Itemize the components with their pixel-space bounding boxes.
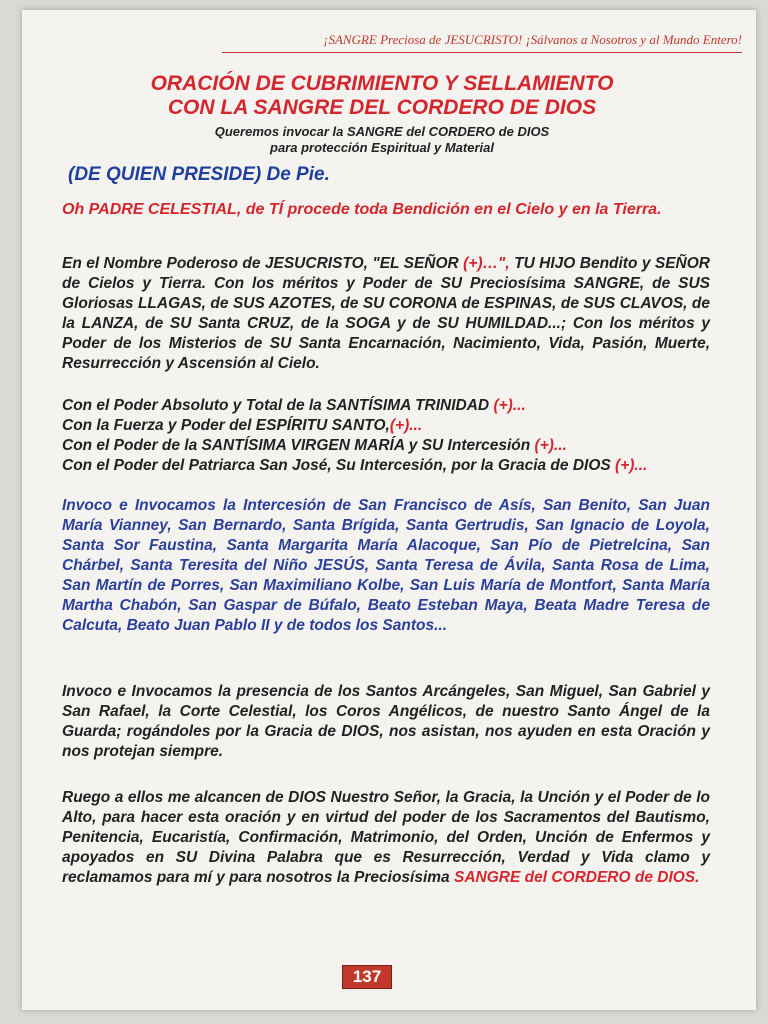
book-page xyxy=(22,10,756,1010)
presider-posture: De Pie. xyxy=(266,164,330,185)
name-text-start: En el Nombre Poderoso de JESUCRISTO, "EL SEÑOR xyxy=(62,255,459,272)
opening-invocation: Oh PADRE CELESTIAL, de TÍ procede toda Bendición en el Cielo y en la Tierra. xyxy=(62,201,662,218)
power-marker-3: (+)... xyxy=(534,437,567,454)
presider-instruction xyxy=(68,164,330,186)
power-line-3 xyxy=(62,436,710,456)
power-line-2 xyxy=(62,416,710,436)
running-header: ¡SANGRE Preciosa de JESUCRISTO! ¡Sálvanos a Nosotros y al Mundo Entero! xyxy=(222,32,742,53)
title-line-1: ORACIÓN DE CUBRIMIENTO Y SELLAMIENTO xyxy=(150,72,614,95)
name-paragraph xyxy=(62,254,710,374)
saints-intercession-paragraph: Invoco e Invocamos la Intercesión de San Francisco de Asís, San Benito, San Juan María Vianney, San Bernardo, Santa Brígida, Santa Gertrudis, San Ignacio de Loyola, Santa Sor Faustina, Santa Margarita María Alacoque, San Pío de Pietrelcina, San Chárbel, Santa Teresita del Niño JESÚS, Santa Teresa de Ávila, Santa Rosa de Lima, San Martín de Porres, San Maximiliano Kolbe, San Luis María de Montfort, Santa María Martha Chabón, San Gaspar de Búfalo, Beato Esteban Maya, Beata Madre Teresa de Calcuta, Beato Juan Pablo II y de todos los Santos... xyxy=(62,497,710,634)
power-line-4 xyxy=(62,456,710,476)
archangels-paragraph: Invoco e Invocamos la presencia de los Santos Arcángeles, San Miguel, San Gabriel y San Rafael, la Corte Celestial, los Coros Angélicos, de nuestro Santo Ángel de la Guarda; rogándoles por la Gracia de DIOS, nos asistan, nos ayuden en esta Oración y nos protejan siempre. xyxy=(62,683,710,760)
power-marker-1: (+)... xyxy=(493,397,526,414)
plea-ending: SANGRE del CORDERO de DIOS. xyxy=(454,869,700,886)
power-marker-2: (+)... xyxy=(389,417,423,434)
presider-label: (DE QUIEN PRESIDE) xyxy=(68,164,262,185)
plea-paragraph xyxy=(62,788,710,888)
subtitle-line-1: Queremos invocar la SANGRE del CORDERO de DIOS xyxy=(214,124,550,139)
power-marker-4: (+)... xyxy=(615,457,648,474)
power-text-1: Con el Poder Absoluto y Total de la SANTÍSIMA TRINIDAD xyxy=(62,397,490,414)
power-text-4: Con el Poder del Patriarca San José, Su Intercesión, por la Gracia de DIOS xyxy=(62,457,611,474)
powers-paragraph xyxy=(62,396,710,476)
name-text-rest: TU HIJO Bendito y SEÑOR de Cielos y Tierra. Con los méritos y Poder de SU Preciosísima SANGRE, de SUS Gloriosas LLAGAS, de SUS AZOTES, de SU CORONA de ESPINAS, de SUS CLAVOS, de la LANZA, de SU Santa CRUZ, de la SOGA y de SU HUMILDAD...; Con los méritos y Poder de los Misterios de SU Santa Encarnación, Nacimiento, Vida, Pasión, Muerte, Resurrección y Ascensión al Cielo. xyxy=(62,255,710,372)
prayer-title xyxy=(62,72,702,120)
plea-text: Ruego a ellos me alcancen de DIOS Nuestro Señor, la Gracia, la Unción y el Poder de lo Alto, para hacer esta oración y en virtud del poder de los Sacramentos del Bautismo, Penitencia, Eucaristía, Confirmación, Matrimonio, del Orden, Unción de Enfermos y apoyados en SU Divina Palabra que es Resurrección, Verdad y Vida clamo y reclamamos para mí y para nosotros la Preciosísima xyxy=(62,789,710,886)
power-text-3: Con el Poder de la SANTÍSIMA VIRGEN MARÍA y SU Intercesión xyxy=(62,437,531,454)
page-number: 137 xyxy=(342,965,392,989)
prayer-subtitle xyxy=(62,124,702,156)
power-line-1 xyxy=(62,396,710,416)
title-line-2: CON LA SANGRE DEL CORDERO DE DIOS xyxy=(167,96,597,119)
name-marker: (+)…", xyxy=(463,255,510,272)
power-text-2: Con la Fuerza y Poder del ESPÍRITU SANTO, xyxy=(62,417,390,434)
subtitle-line-2: para protección Espiritual y Material xyxy=(270,140,494,155)
